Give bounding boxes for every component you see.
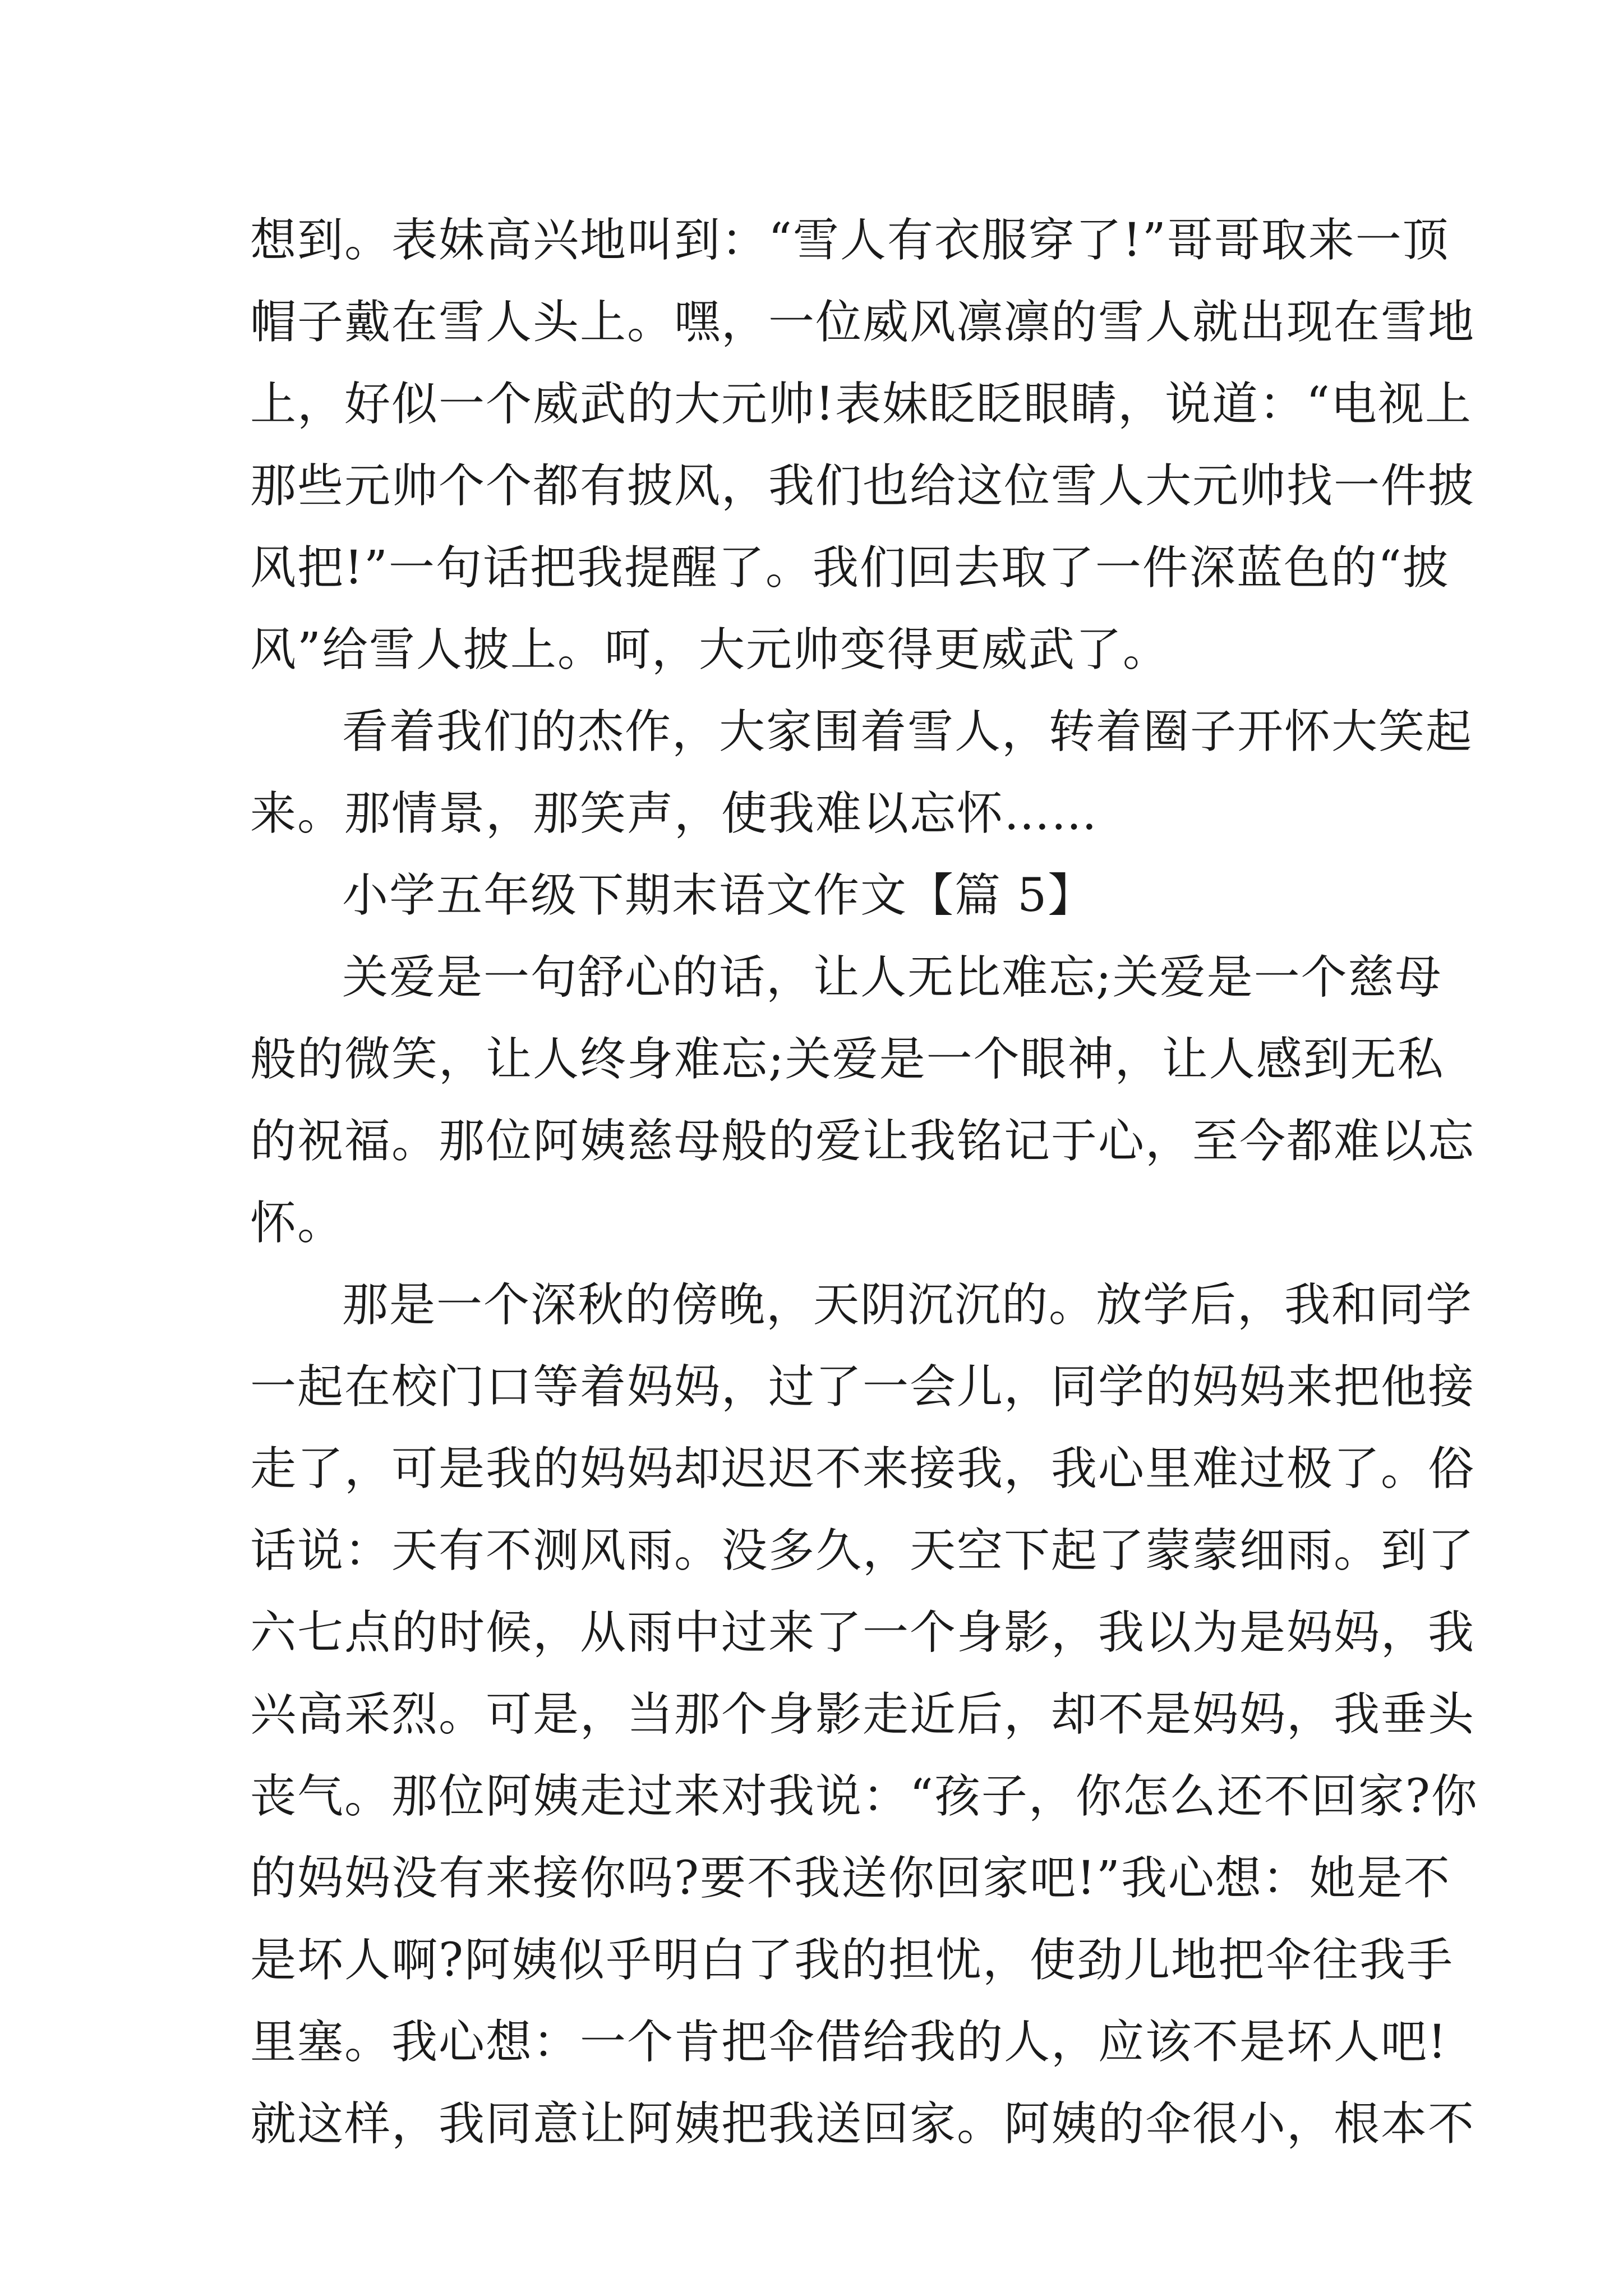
text-line: 的祝福。那位阿姨慈母般的爱让我铭记于心，至今都难以忘 bbox=[250, 1115, 1476, 1168]
text-line: 的妈妈没有来接你吗?要不我送你回家吧!”我心想：她是不 bbox=[250, 1852, 1451, 1905]
text-line: 关爱是一句舒心的话，让人无比难忘;关爱是一个慈母 bbox=[342, 951, 1442, 1004]
text-line: 般的微笑，让人终身难忘;关爱是一个眼神，让人感到无私 bbox=[250, 1033, 1445, 1086]
document-body bbox=[250, 200, 1478, 2165]
text-line: 风把!”一句话把我提醒了。我们回去取了一件深蓝色的“披 bbox=[250, 541, 1450, 595]
text-line: 六七点的时候，从雨中过来了一个身影，我以为是妈妈，我 bbox=[250, 1606, 1476, 1659]
text-line: 里塞。我心想：一个肯把伞借给我的人，应该不是坏人吧! bbox=[250, 2016, 1447, 2069]
text-line: 就这样，我同意让阿姨把我送回家。阿姨的伞很小，根本不 bbox=[250, 2097, 1476, 2151]
text-line: 走了，可是我的妈妈却迟迟不来接我，我心里难过极了。俗 bbox=[250, 1442, 1476, 1496]
text-line: 风”给雪人披上。呵，大元帅变得更威武了。 bbox=[250, 623, 1170, 677]
text-line: 丧气。那位阿姨走过来对我说：“孩子，你怎么还不回家?你 bbox=[250, 1770, 1478, 1823]
text-line: 那些元帅个个都有披风，我们也给这位雪人大元帅找一件披 bbox=[250, 459, 1476, 513]
text-line: 小学五年级下期末语文作文【篇 5】 bbox=[342, 869, 1095, 922]
text-line: 怀。 bbox=[250, 1197, 345, 1250]
text-line: 那是一个深秋的傍晚，天阴沉沉的。放学后，我和同学 bbox=[342, 1278, 1473, 1332]
text-line: 话说：天有不测风雨。没多久，天空下起了蒙蒙细雨。到了 bbox=[250, 1524, 1476, 1577]
text-line: 一起在校门口等着妈妈，过了一会儿，同学的妈妈来把他接 bbox=[250, 1360, 1476, 1414]
text-line: 来。那情景，那笑声，使我难以忘怀…… bbox=[250, 787, 1099, 840]
text-line: 兴高采烈。可是，当那个身影走近后，却不是妈妈，我垂头 bbox=[250, 1688, 1476, 1741]
text-line: 看着我们的杰作，大家围着雪人，转着圈子开怀大笑起 bbox=[342, 705, 1473, 758]
text-line: 帽子戴在雪人头上。嘿，一位威风凛凛的雪人就出现在雪地 bbox=[250, 296, 1476, 349]
text-line: 想到。表妹高兴地叫到：“雪人有衣服穿了!”哥哥取来一顶 bbox=[250, 214, 1450, 267]
text-line: 上，好似一个威武的大元帅!表妹眨眨眼睛，说道：“电视上 bbox=[250, 378, 1472, 431]
text-line: 是坏人啊?阿姨似乎明白了我的担忧，使劲儿地把伞往我手 bbox=[250, 1934, 1454, 1987]
